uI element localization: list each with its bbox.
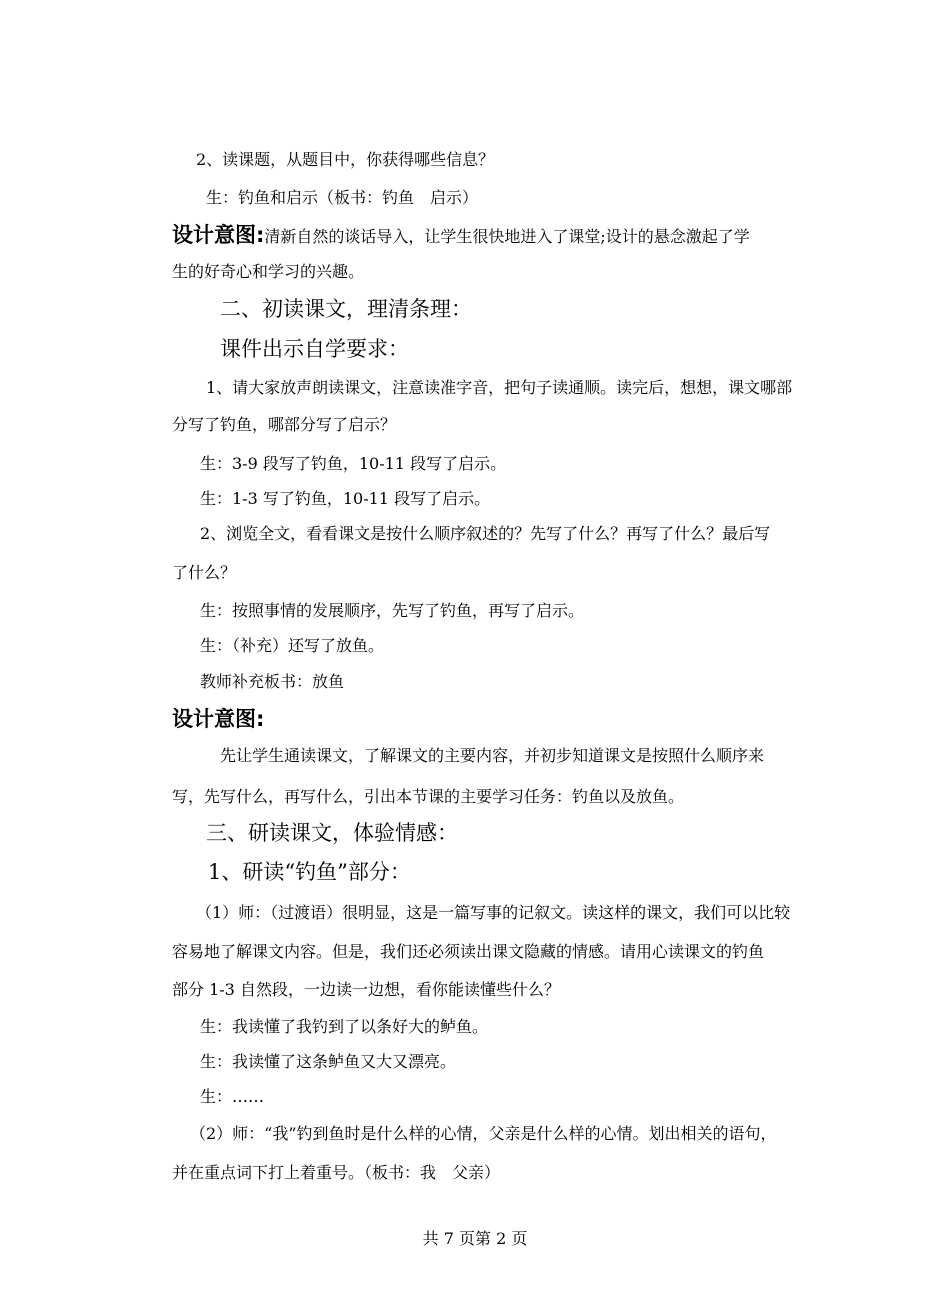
text-line: 1、请大家放声朗读课文，注意读准字音，把句子读通顺。读完后，想想，课文哪部 [206, 378, 793, 397]
text-line: （2）师：“我”钓到鱼时是什么样的心情，父亲是什么样的心情。划出相关的语句， [190, 1124, 777, 1143]
text-line: 生：我读懂了这条鲈鱼又大又漂亮。 [200, 1052, 457, 1071]
text-line: 生：我读懂了我钓到了以条好大的鲈鱼。 [200, 1017, 489, 1036]
section-heading: 三、研读课文，体验情感： [206, 821, 458, 845]
text-line: 生：（补充）还写了放鱼。 [200, 636, 385, 655]
text-line: 写，先写什么，再写什么，引出本节课的主要学习任务：钓鱼以及放鱼。 [172, 787, 685, 806]
text-line: 生的好奇心和学习的兴趣。 [172, 262, 365, 281]
text-line: （1）师：（过渡语）很明显，这是一篇写事的记叙文。读这样的课文，我们可以比较 [196, 903, 791, 922]
section-heading: 课件出示自学要求： [220, 337, 409, 361]
text-line: 并在重点词下打上着重号。（板书：我 父亲） [172, 1163, 501, 1182]
section-heading: 1、研读“钓鱼”部分： [208, 860, 411, 884]
page-footer: 共 7 页第 2 页 [422, 1229, 528, 1248]
text-line: 生：按照事情的发展顺序，先写了钓鱼，再写了启示。 [200, 601, 585, 620]
text-line: 2、读课题，从题目中，你获得哪些信息？ [196, 150, 495, 169]
design-intent-paragraph [172, 222, 750, 250]
text-line: 生：1-3 写了钓鱼，10-11 段写了启示。 [200, 489, 491, 508]
text-line: 了什么？ [172, 563, 237, 582]
design-intent-paragraph [172, 706, 264, 734]
text-line: 分写了钓鱼，哪部分写了启示？ [172, 415, 397, 434]
section-heading: 二、初读课文，理清条理： [220, 297, 472, 321]
text-line: 生：3-9 段写了钓鱼，10-11 段写了启示。 [200, 454, 507, 473]
text-line: 生：钓鱼和启示（板书：钓鱼 启示） [206, 188, 479, 207]
design-intent-label: 设计意图: [172, 223, 265, 247]
text-line: 容易地了解课文内容。但是，我们还必须读出课文隐藏的情感。请用心读课文的钓鱼 [172, 942, 765, 961]
text-line: 先让学生通读课文，了解课文的主要内容，并初步知道课文是按照什么顺序来 [220, 746, 765, 765]
text-line: 教师补充板书：放鱼 [200, 672, 345, 691]
text-line: 2、浏览全文，看看课文是按什么顺序叙述的？先写了什么？再写了什么？最后写 [200, 524, 771, 543]
text-line: 部分 1-3 自然段，一边读一边想，看你能读懂些什么？ [172, 980, 560, 999]
design-intent-label: 设计意图: [172, 707, 265, 731]
design-intent-text: 清新自然的谈话导入，让学生很快地进入了课堂;设计的悬念激起了学 [264, 227, 750, 246]
text-line: 生：…… [200, 1087, 265, 1106]
